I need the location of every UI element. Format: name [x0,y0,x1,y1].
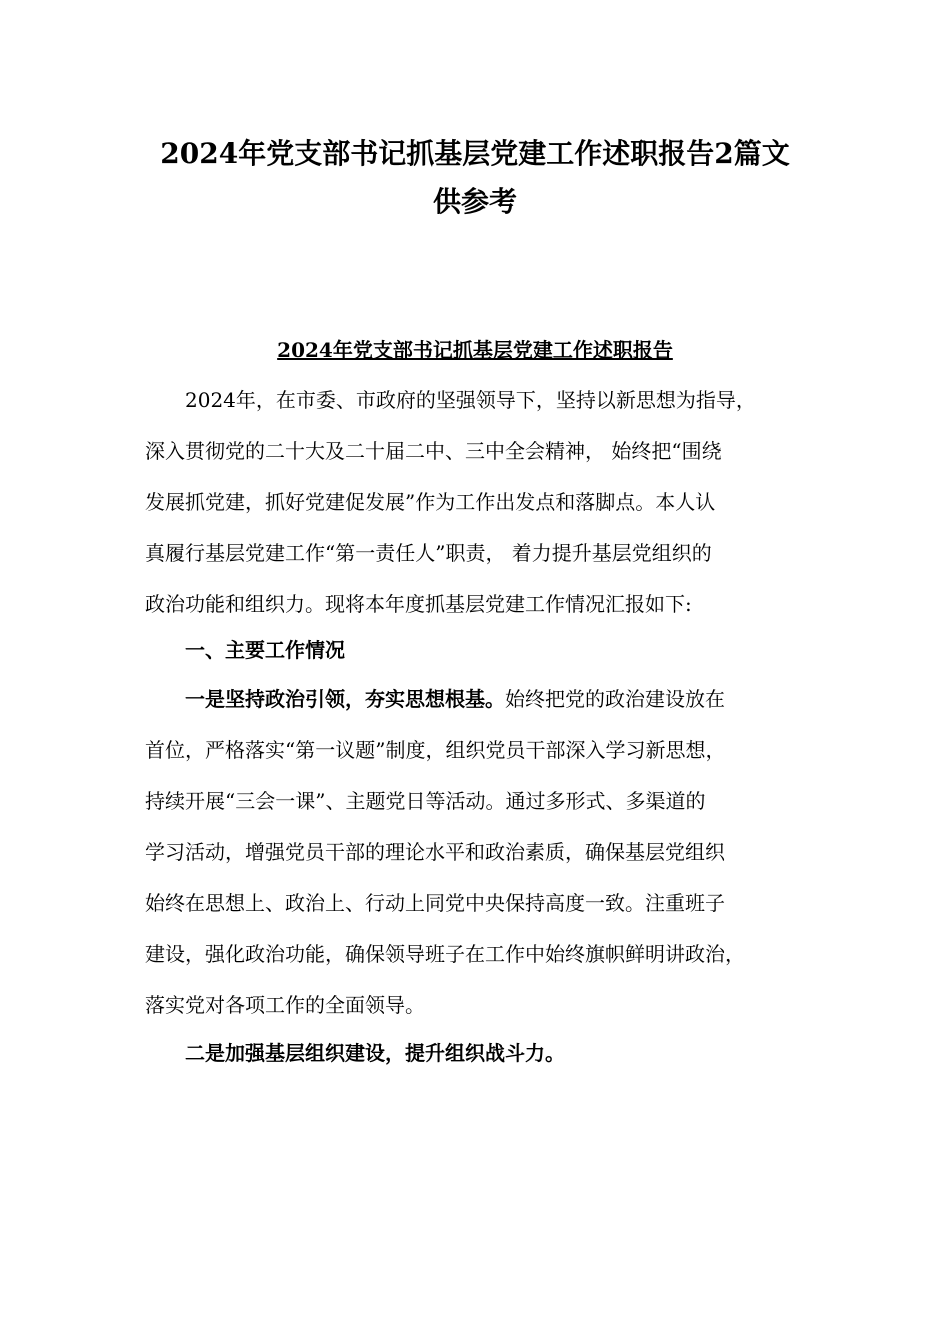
document-title-line-1: 2024年党支部书记抓基层党建工作述职报告2篇文 [160,137,790,170]
heading-main-work: 一、主要工作情况 [185,638,345,662]
para1-line-7: 落实党对各项工作的全面领导。 [145,993,425,1017]
para1-line-4: 学习活动，增强党员干部的理论水平和政治素质，确保基层党组织 [145,840,725,864]
intro-line-5: 政治功能和组织力。现将本年度抓基层党建工作情况汇报如下: [145,592,692,616]
para1-first-line [185,683,835,715]
para1-first-rest: 始终把党的政治建设放在 [505,687,725,711]
document-title-line-2: 供参考 [432,185,517,218]
intro-line-2: 深入贯彻党的二十大及二十届二中、三中全会精神， 始终把“围绕 [145,439,722,463]
para1-line-3: 持续开展“三会一课”、主题党日等活动。通过多形式、多渠道的 [145,789,706,813]
para1-line-6: 建设，强化政治功能，确保领导班子在工作中始终旗帜鲜明讲政治， [145,942,745,966]
para1-lead: 一是坚持政治引领，夯实思想根基。 [185,687,505,711]
para1-line-2: 首位，严格落实“第一议题”制度，组织党员干部深入学习新思想， [145,738,726,762]
para2-lead: 二是加强基层组织建设，提升组织战斗力。 [185,1041,565,1065]
intro-line-4: 真履行基层党建工作“第一责任人”职责， 着力提升基层党组织的 [145,541,712,565]
intro-line-1: 2024年，在市委、市政府的坚强领导下，坚持以新思想为指导， [185,388,756,412]
intro-line-3: 发展抓党建，抓好党建促发展”作为工作出发点和落脚点。本人认 [145,490,716,514]
para1-line-5: 始终在思想上、政治上、行动上同党中央保持高度一致。注重班子 [145,891,725,915]
section-title: 2024年党支部书记抓基层党建工作述职报告 [277,338,673,362]
